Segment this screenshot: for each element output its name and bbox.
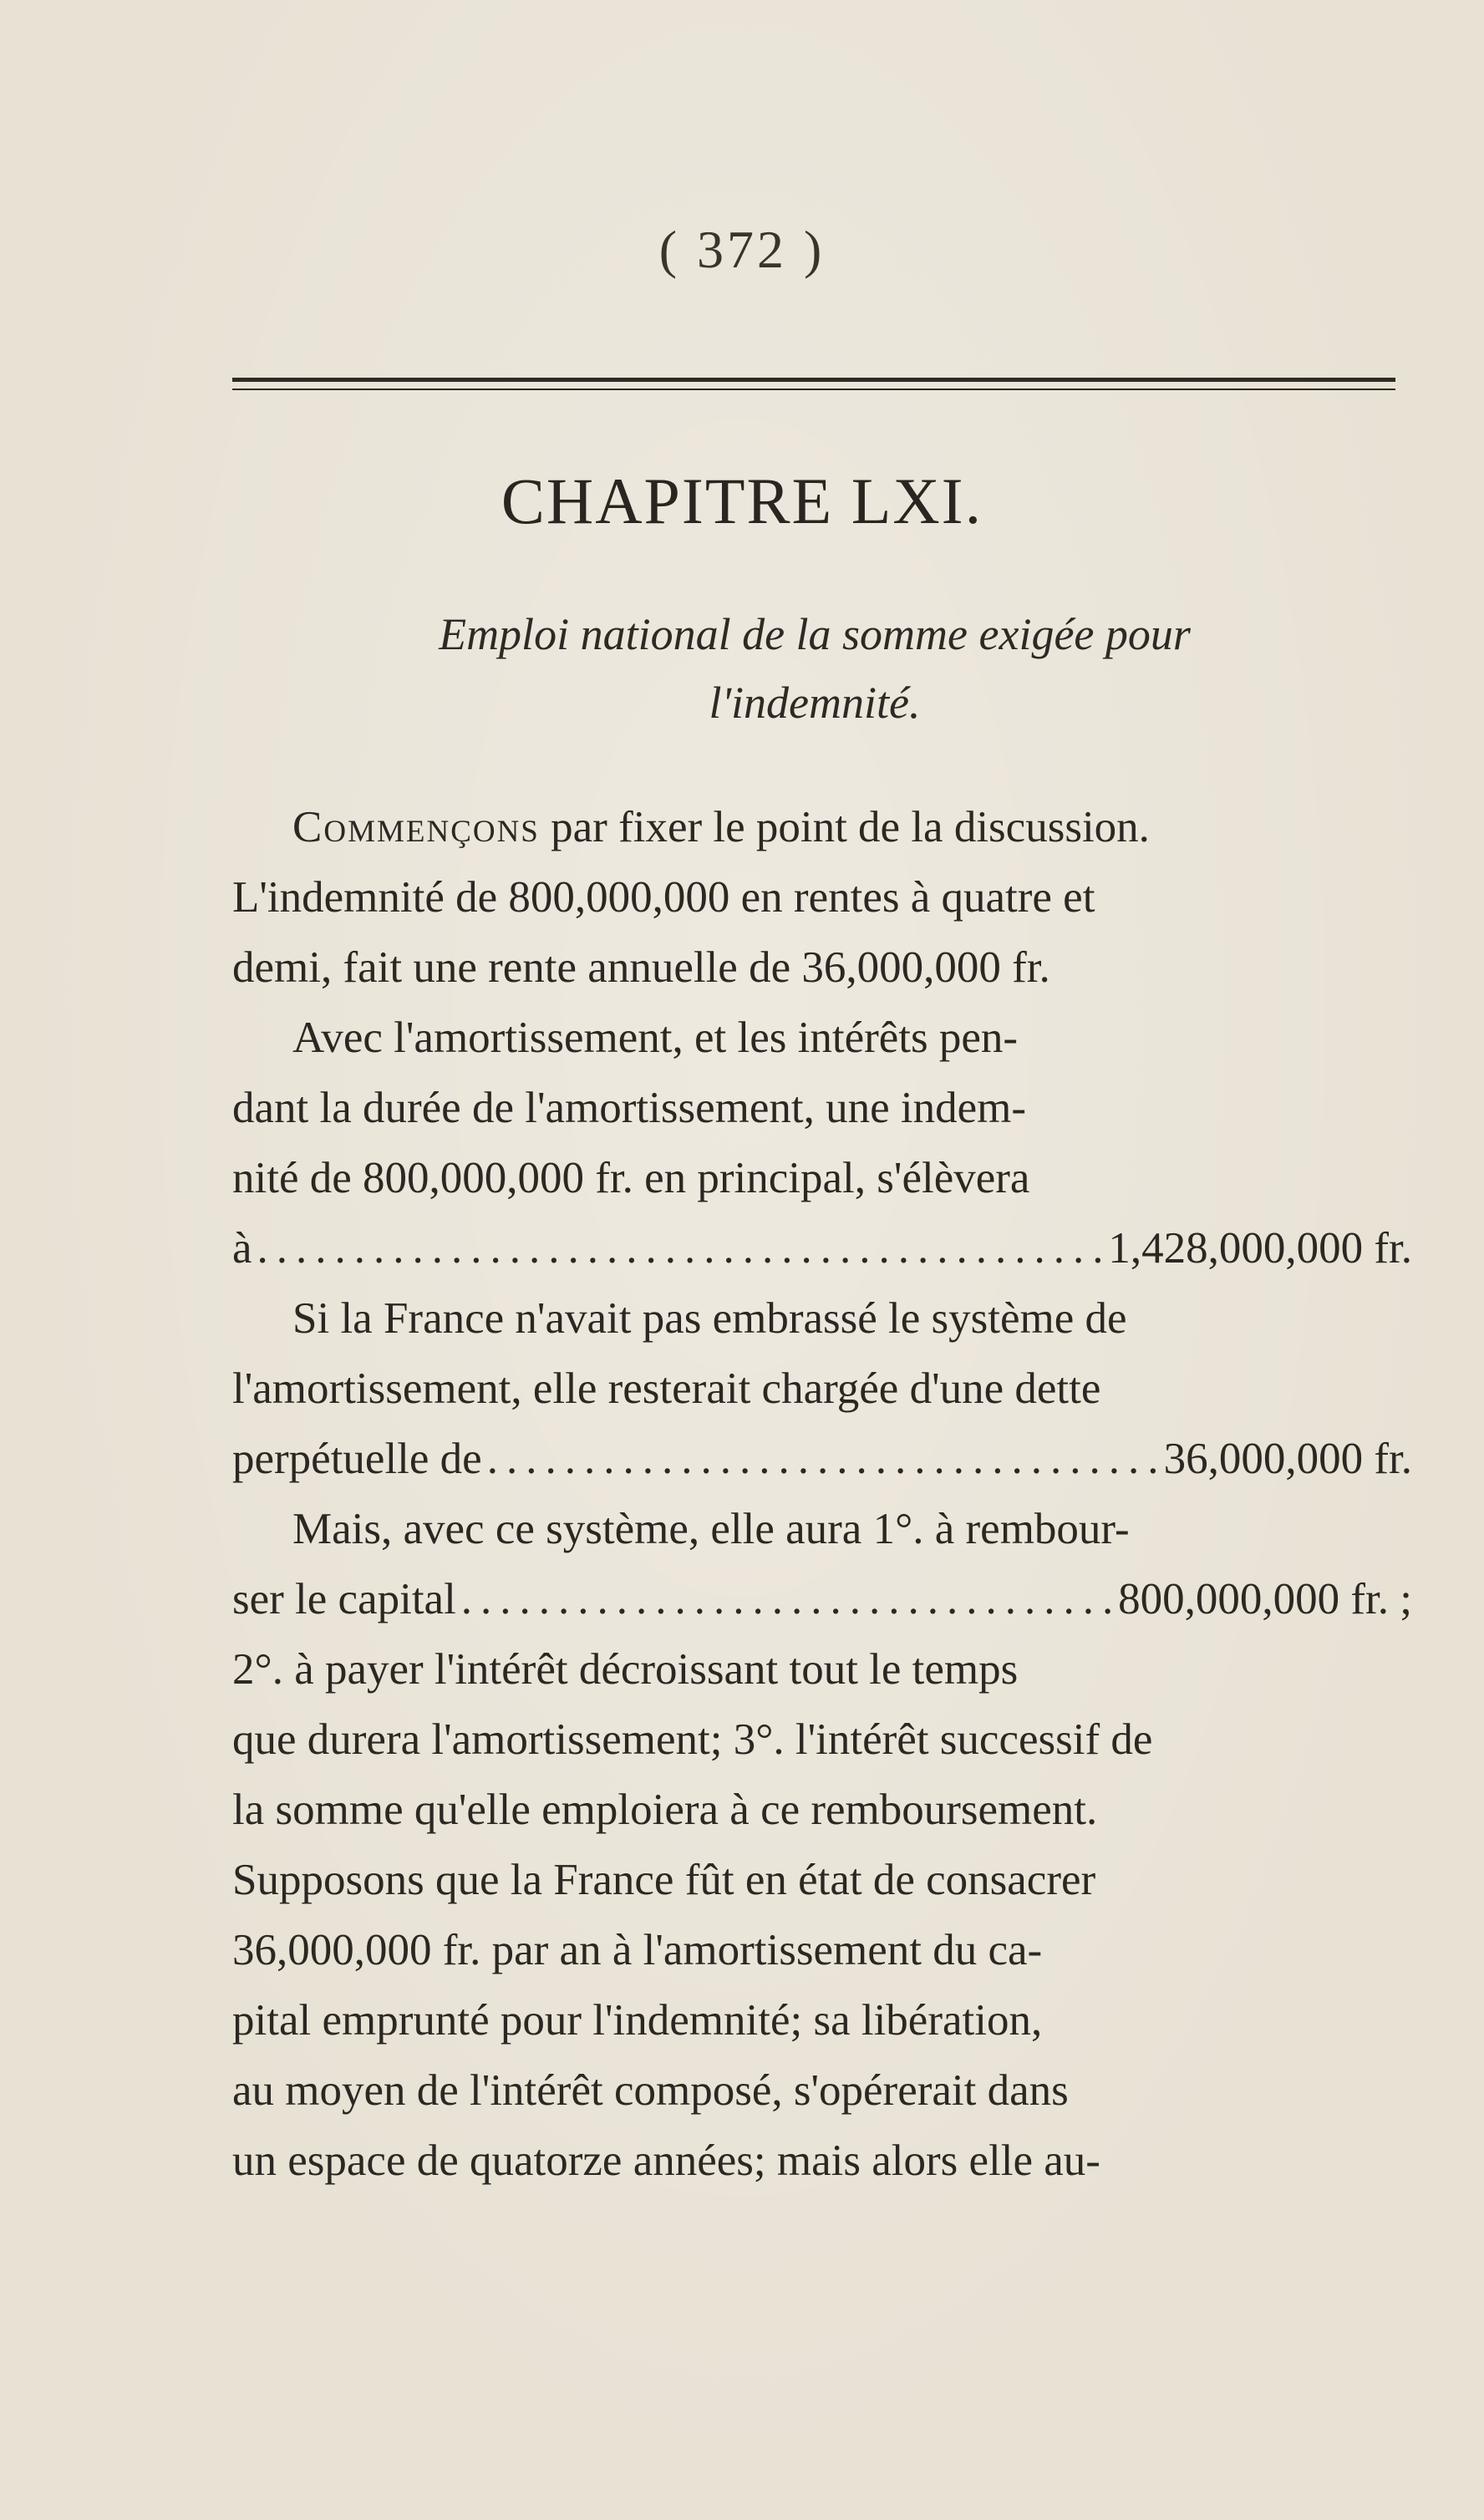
leader-left-text: perpétuelle de [232,1435,482,1483]
text-line [232,1003,1412,1073]
text-line [232,1143,1412,1213]
line-text: L'indemnité de 800,000,000 en rentes à quatre et [232,873,1095,922]
subtitle-line-1: Emploi national de la somme exigée pour [439,609,1191,659]
line-text: Avec l'amortissement, et les intérêts pen- [292,1014,1019,1062]
dot-leader [487,1424,1159,1494]
text-line [232,862,1412,932]
text-line [232,1073,1412,1143]
line-text: demi, fait une rente annuelle de 36,000,000 fr. [232,943,1050,992]
line-text: un espace de quatorze années; mais alors elle au- [232,2136,1100,2185]
line-text: Supposons que la France fût en état de consacrer [232,1856,1096,1904]
leader-amount: 36,000,000 fr. [1163,1435,1412,1483]
header-rule-thin [232,389,1395,390]
text-line [232,792,1412,862]
line-text: Si la France n'avait pas embrassé le système de [292,1294,1127,1343]
text-line [232,1354,1412,1424]
chapter-subtitle [234,600,1395,737]
text-line-leader [232,1424,1412,1494]
line-text: Mais, avec ce système, elle aura 1°. à rembour- [292,1505,1130,1553]
line-text: dant la durée de l'amortissement, une indem- [232,1084,1026,1132]
text-line-leader [232,1213,1412,1283]
line-text: la somme qu'elle emploiera à ce remboursement. [232,1786,1098,1834]
text-line [232,1494,1412,1564]
dot-leader [257,1213,1104,1283]
header-rule-thick [232,378,1395,382]
leader-amount: 800,000,000 fr. ; [1118,1575,1412,1623]
text-line [232,2126,1412,2196]
text-line-leader [232,1564,1412,1634]
chapter-title: CHAPITRE LXI. [501,465,983,537]
subtitle-line-2: l'indemnité. [709,678,921,728]
opening-word: Commençons [292,803,540,851]
line-text: au moyen de l'intérêt composé, s'opérerait dans [232,2066,1069,2115]
page-number: ( 372 ) [658,220,826,279]
line-text: 2°. à payer l'intérêt décroissant tout le temps [232,1645,1019,1694]
body-text [232,792,1412,2196]
leader-left-text: à [232,1224,252,1273]
line-text: nité de 800,000,000 fr. en principal, s'élèvera [232,1154,1030,1202]
text-line [232,1915,1412,1985]
text-line [232,1283,1412,1354]
leader-amount: 1,428,000,000 fr. [1108,1224,1412,1273]
dot-leader [461,1564,1113,1634]
line-text: 36,000,000 fr. par an à l'amortissement du ca- [232,1926,1043,1974]
text-line [232,2055,1412,2126]
text-line [232,1775,1412,1845]
line-text: que durera l'amortissement; 3°. l'intérêt successif de [232,1715,1153,1764]
line-text: l'amortissement, elle resterait chargée d'une dette [232,1364,1101,1413]
line-text: pital emprunté pour l'indemnité; sa libération, [232,1996,1043,2045]
text-line [232,932,1412,1003]
text-line [232,1845,1412,1915]
text-line [232,1705,1412,1775]
line-text: par fixer le point de la discussion. [551,803,1150,851]
leader-left-text: ser le capital [232,1575,456,1623]
text-line [232,1985,1412,2055]
text-line [232,1634,1412,1705]
